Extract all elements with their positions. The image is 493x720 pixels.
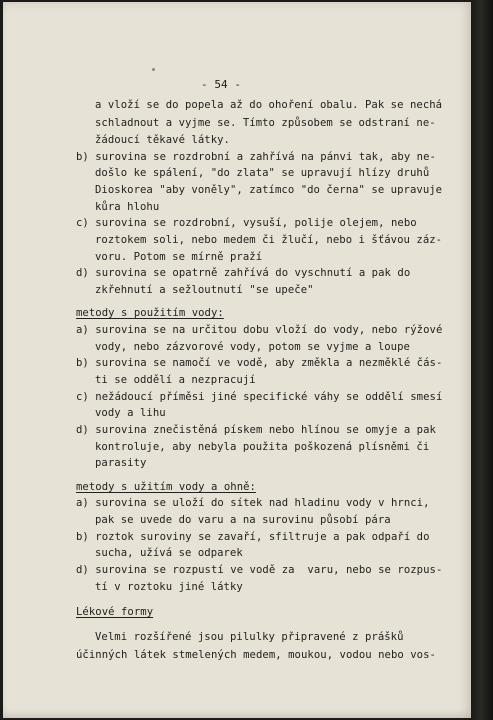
text-line: sucha, užívá se odparek	[95, 547, 243, 559]
section-heading: metody s užitím vody a ohně:	[76, 481, 256, 493]
text-line: žádoucí těkavé látky.	[95, 134, 230, 146]
text-line: d) surovina se rozpustí ve vodě za varu, nebo se rozpus-	[76, 564, 443, 576]
document-page	[3, 2, 473, 718]
text-line: vody, nebo zázvorové vody, potom se vyjme a loupe	[95, 341, 410, 353]
text-line: b) roztok suroviny se zavaří, sfiltruje a pak odpaří do	[76, 531, 430, 543]
text-line: d) surovina znečistěná pískem nebo hlínou se omyje a pak	[76, 424, 436, 436]
text-line: ti se oddělí a nezpracují	[95, 374, 256, 386]
text-line: pak se uvede do varu a na surovinu působí pára	[95, 514, 391, 526]
text-line: došlo ke spálení, "do zlata" se upravují hlízy druhů	[95, 167, 430, 179]
book-binding-edge	[471, 0, 493, 720]
text-line: tí v roztoku jiné látky	[95, 581, 243, 593]
text-line: účinných látek stmelených medem, moukou, vodou nebo vos-	[76, 649, 436, 661]
page-number: - 54 -	[201, 78, 242, 91]
text-line: kůra hlohu	[95, 201, 160, 213]
ink-speck	[152, 68, 155, 71]
text-line: Dioskorea "aby voněly", zatímco "do černa" se upravuje	[95, 184, 443, 196]
text-line: vody a lihu	[95, 407, 166, 419]
text-line: parasity	[95, 457, 147, 469]
text-line: kontroluje, aby nebyla použita poškozená plísněmi či	[95, 441, 430, 453]
section-heading: metody s použitím vody:	[76, 307, 224, 319]
text-line: c) nežádoucí příměsi jiné specifické váhy se oddělí smesí	[76, 391, 443, 403]
text-line: a) surovina se uloží do sítek nad hladinu vody v hrnci,	[76, 497, 430, 509]
text-line: a) surovina se na určitou dobu vloží do vody, nebo rýžové	[76, 324, 443, 336]
text-line: d) surovina se opatrně zahřívá do vyschnutí a pak do	[76, 267, 411, 279]
text-line: schladnout a vyjme se. Tímto způsobem se odstraní ne-	[95, 117, 436, 129]
text-line: roztokem soli, nebo medem či žlučí, nebo i šťávou záz-	[95, 234, 443, 246]
text-line: b) surovina se namočí ve vodě, aby změkla a nezměklé čás-	[76, 357, 443, 369]
section-heading: Lékové formy	[76, 606, 154, 618]
text-line: c) surovina se rozdrobní, vysuší, polije olejem, nebo	[76, 217, 417, 229]
text-line: Velmi rozšířené jsou pilulky připravené z prášků	[95, 631, 404, 643]
text-line: voru. Potom se mírně praží	[95, 251, 263, 263]
text-line: b) surovina se rozdrobní a zahřívá na pánvi tak, aby ne-	[76, 151, 436, 163]
text-line: a vloží se do popela až do ohoření obalu. Pak se nechá	[95, 99, 443, 111]
text-line: zkřehnutí a sežloutnutí "se upeče"	[95, 284, 314, 296]
